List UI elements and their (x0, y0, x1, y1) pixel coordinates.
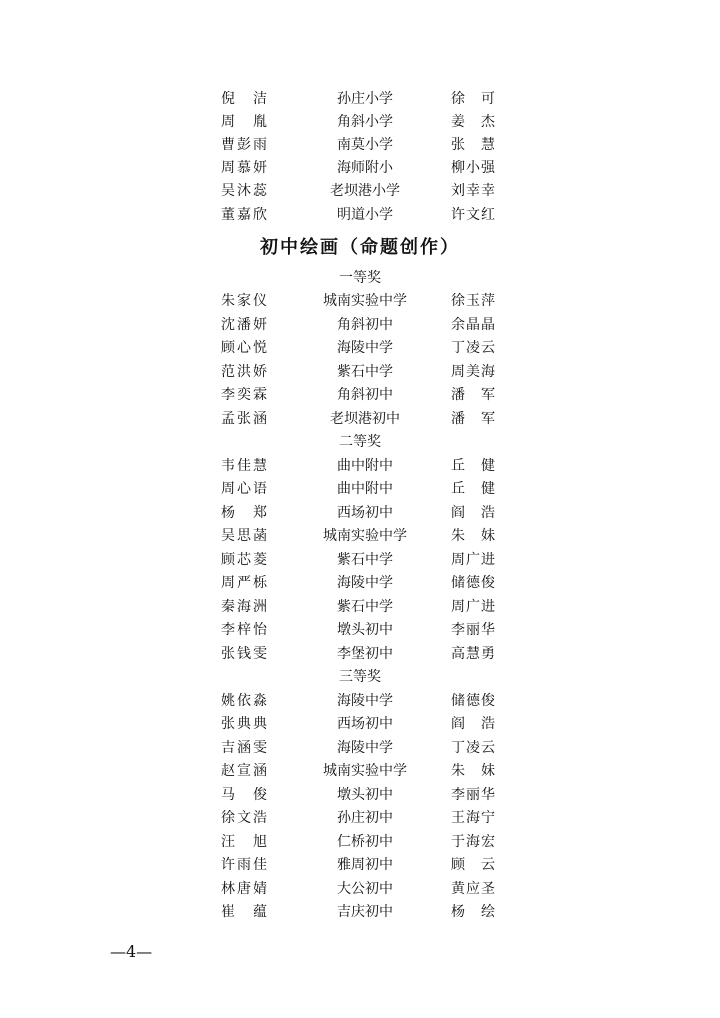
student-name: 顾心悦 (221, 340, 267, 356)
teacher-name: 李丽华 (451, 787, 495, 803)
student-name: 曹彭雨 (221, 137, 267, 153)
student-name: 杨 郑 (221, 505, 267, 521)
school-name: 西场初中 (337, 716, 393, 732)
list-item (0, 134, 720, 156)
teacher-name: 储德俊 (451, 693, 495, 709)
school-name: 孙庄初中 (337, 810, 393, 826)
school-name: 孙庄小学 (337, 91, 393, 107)
student-name: 许雨佳 (221, 857, 267, 873)
student-name: 汪 旭 (221, 834, 267, 850)
teacher-name: 朱 妹 (451, 763, 495, 779)
school-name: 角斜小学 (337, 114, 393, 130)
teacher-name: 刘幸幸 (451, 183, 495, 199)
list-item (0, 111, 720, 133)
award-heading: 二等奖 (339, 434, 381, 450)
student-name: 周慕妍 (221, 160, 267, 176)
list-item (0, 290, 720, 312)
list-item (0, 549, 720, 571)
student-name: 赵宣涵 (221, 763, 267, 779)
student-name: 秦海洲 (221, 599, 267, 615)
student-name: 张钱雯 (221, 646, 267, 662)
list-item (0, 337, 720, 359)
school-name: 角斜初中 (337, 317, 393, 333)
school-name: 城南实验中学 (323, 763, 407, 779)
school-name: 紫石中学 (337, 364, 393, 380)
teacher-name: 李丽华 (451, 622, 495, 638)
student-name: 崔 蕴 (221, 904, 267, 920)
teacher-name: 周广进 (451, 599, 495, 615)
list-item (0, 204, 720, 226)
teacher-name: 周广进 (451, 552, 495, 568)
list-item (0, 88, 720, 110)
school-name: 老坝港初中 (330, 411, 400, 427)
teacher-name: 周美海 (451, 364, 495, 380)
list-item (0, 596, 720, 618)
school-name: 城南实验中学 (323, 293, 407, 309)
student-name: 沈潘妍 (221, 317, 267, 333)
student-name: 董嘉欣 (221, 207, 267, 223)
school-name: 仁桥初中 (337, 834, 393, 850)
teacher-name: 丘 健 (451, 481, 495, 497)
list-item (0, 760, 720, 782)
student-name: 姚依淼 (221, 693, 267, 709)
school-name: 老坝港小学 (330, 183, 400, 199)
teacher-name: 张 慧 (451, 137, 495, 153)
student-name: 李奕霖 (221, 387, 267, 403)
student-name: 朱家仪 (221, 293, 267, 309)
teacher-name: 潘 军 (451, 411, 495, 427)
teacher-name: 顾 云 (451, 857, 495, 873)
list-item (0, 854, 720, 876)
school-name: 海陵中学 (337, 575, 393, 591)
teacher-name: 丁凌云 (451, 740, 495, 756)
list-item (0, 408, 720, 430)
list-item (0, 478, 720, 500)
student-name: 徐文浩 (221, 810, 267, 826)
list-item (0, 737, 720, 759)
teacher-name: 高慧勇 (451, 646, 495, 662)
teacher-name: 阎 浩 (451, 505, 495, 521)
student-name: 孟张涵 (221, 411, 267, 427)
list-item (0, 713, 720, 735)
list-item (0, 455, 720, 477)
student-name: 马 俊 (221, 787, 267, 803)
student-name: 吉涵雯 (221, 740, 267, 756)
award-heading: 三等奖 (339, 669, 381, 685)
page-number: —4— (110, 942, 153, 961)
school-name: 城南实验中学 (323, 528, 407, 544)
school-name: 紫石中学 (337, 599, 393, 615)
list-item (0, 831, 720, 853)
list-item (0, 643, 720, 665)
list-item (0, 878, 720, 900)
school-name: 墩头初中 (337, 622, 393, 638)
student-name: 周严栎 (221, 575, 267, 591)
school-name: 曲中附中 (337, 481, 393, 497)
school-name: 大公初中 (337, 881, 393, 897)
list-item (0, 619, 720, 641)
student-name: 李梓怡 (221, 622, 267, 638)
teacher-name: 徐 可 (451, 91, 495, 107)
school-name: 角斜初中 (337, 387, 393, 403)
list-item (0, 901, 720, 923)
student-name: 吴沐蕊 (221, 183, 267, 199)
list-item (0, 361, 720, 383)
list-item (0, 502, 720, 524)
teacher-name: 余晶晶 (451, 317, 495, 333)
school-name: 海师附小 (337, 160, 393, 176)
teacher-name: 许文红 (451, 207, 495, 223)
teacher-name: 黄应圣 (451, 881, 495, 897)
list-item (0, 157, 720, 179)
list-item (0, 525, 720, 547)
school-name: 海陵中学 (337, 693, 393, 709)
school-name: 李堡初中 (337, 646, 393, 662)
list-item (0, 690, 720, 712)
student-name: 张典典 (221, 716, 267, 732)
teacher-name: 柳小强 (451, 160, 495, 176)
teacher-name: 杨 绘 (451, 904, 495, 920)
student-name: 周心语 (221, 481, 267, 497)
school-name: 海陵中学 (337, 340, 393, 356)
school-name: 紫石中学 (337, 552, 393, 568)
school-name: 海陵中学 (337, 740, 393, 756)
teacher-name: 丘 健 (451, 458, 495, 474)
list-item (0, 314, 720, 336)
student-name: 吴思菡 (221, 528, 267, 544)
school-name: 明道小学 (337, 207, 393, 223)
list-item (0, 572, 720, 594)
teacher-name: 于海宏 (451, 834, 495, 850)
student-name: 周 胤 (221, 114, 267, 130)
student-name: 倪 洁 (221, 91, 267, 107)
student-name: 韦佳慧 (221, 458, 267, 474)
school-name: 雅周初中 (337, 857, 393, 873)
teacher-name: 王海宁 (451, 810, 495, 826)
student-name: 顾芯菱 (221, 552, 267, 568)
teacher-name: 阎 浩 (451, 716, 495, 732)
list-item (0, 807, 720, 829)
school-name: 西场初中 (337, 505, 393, 521)
teacher-name: 储德俊 (451, 575, 495, 591)
list-item (0, 384, 720, 406)
list-item (0, 180, 720, 202)
teacher-name: 朱 妹 (451, 528, 495, 544)
section-title: 初中绘画（命题创作） (260, 237, 460, 258)
teacher-name: 徐玉萍 (451, 293, 495, 309)
school-name: 墩头初中 (337, 787, 393, 803)
award-heading: 一等奖 (339, 270, 381, 286)
student-name: 范洪娇 (221, 364, 267, 380)
teacher-name: 潘 军 (451, 387, 495, 403)
student-name: 林唐婧 (221, 881, 267, 897)
teacher-name: 丁凌云 (451, 340, 495, 356)
school-name: 南莫小学 (337, 137, 393, 153)
list-item (0, 784, 720, 806)
school-name: 曲中附中 (337, 458, 393, 474)
teacher-name: 姜 杰 (451, 114, 495, 130)
school-name: 吉庆初中 (337, 904, 393, 920)
